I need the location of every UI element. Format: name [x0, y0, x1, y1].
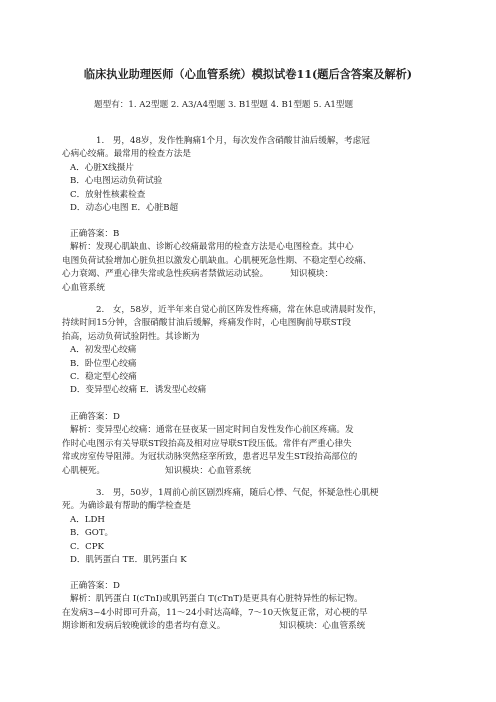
q3-option-c: C．CPK — [70, 541, 104, 552]
q3-stem-line1: 3. 男，50岁，1周前心前区剧烈疼痛，随后心悸、气促，怀疑急性心肌梗 — [96, 488, 379, 498]
q2-explanation-line4 — [62, 465, 434, 478]
q3-option-b: B．GOT。 — [70, 528, 114, 539]
q1-stem-line1: 1. 男，48岁，发作性胸痛1个月，每次发作含硝酸甘油后缓解，考虑冠 — [96, 136, 370, 146]
q3-explanation-line1: 解析：肌钙蛋白 I(cTnI)或肌钙蛋白 T(cTnT)是更具有心脏特异性的标记物。 — [70, 594, 363, 605]
q2-stem-line2: 持续时间15分钟，含服硝酸甘油后缓解，疼痛发作时，心电图胸前导联ST段 — [62, 318, 351, 329]
q2-answer-block — [62, 411, 434, 478]
question-2 — [62, 304, 434, 398]
q2-explanation-line2: 作时心电图示有关导联ST段抬高及相对应导联ST段压低。常伴有严重心律失 — [62, 438, 352, 449]
q2-option-d-e: D．变异型心绞痛 E．诱发型心绞痛 — [70, 385, 207, 396]
q1-option-b: B．心电图运动负荷试验 — [70, 176, 163, 187]
document-title: 临床执业助理医师（心血管系统）模拟试卷11(题后含答案及解析) — [83, 67, 413, 81]
q1-module-label: 知识模块： — [290, 269, 334, 280]
q2-answer: 正确答案：D — [70, 412, 120, 422]
q2-module: 知识模块：心血管系统 — [164, 465, 251, 476]
q1-explanation-line1: 解析：发现心肌缺血、诊断心绞痛最常用的检查方法是心电图检查。其中心 — [70, 242, 354, 253]
q2-option-c: C．稳定型心绞痛 — [70, 372, 137, 383]
q3-explanation-line3-text: 期诊断和发病后较晚就诊的患者均有意义。 — [62, 621, 226, 632]
q2-option-a: A．初发型心绞痛 — [70, 345, 137, 356]
q1-option-d-e: D．动态心电图 E．心脏B超 — [70, 203, 179, 214]
q2-option-b: B．卧位型心绞痛 — [70, 358, 137, 369]
q2-explanation-line1: 解析：变异型心绞痛：通常在昼夜某一固定时间自发性发作心前区疼痛。发 — [70, 425, 354, 436]
question-types: 题型有：1. A2型题 2. A3/A4型题 3. B1型题 4. B1型题 5. A1型题 — [94, 100, 354, 110]
q3-option-a: A．LDH — [70, 514, 105, 525]
q3-explanation-line3 — [62, 620, 434, 633]
q3-option-d-e: D．肌钙蛋白 TE．肌钙蛋白 K — [70, 555, 187, 566]
question-1 — [62, 135, 434, 215]
question-3 — [62, 487, 434, 567]
q3-module: 知识模块：心血管系统 — [279, 621, 366, 632]
q2-explanation-line4-text: 心肌梗死。 — [62, 465, 105, 476]
q3-answer-block — [62, 580, 434, 634]
q3-explanation-line2: 在发病3~4小时即可升高，11～24小时达高峰，7～10天恢复正常，对心梗的早 — [62, 607, 368, 618]
q1-explanation-line3 — [62, 268, 434, 281]
q1-explanation-line2: 电图负荷试验增加心脏负担以激发心肌缺血。心肌梗死急性期、不稳定型心绞痛、 — [62, 255, 372, 266]
q1-stem-line2: 心病心绞痛。最常用的检查方法是 — [62, 149, 191, 160]
q2-stem-line3: 抬高，运动负荷试验阴性。其诊断为 — [62, 331, 200, 342]
q1-option-a: A．心脏X线摄片 — [70, 162, 134, 173]
q1-explanation-line3-text: 心力衰竭、严重心律失常或急性疾病者禁做运动试验。 — [62, 269, 269, 280]
q3-stem-line2: 死。为确诊最有帮助的酶学检查是 — [62, 501, 191, 512]
q1-answer-block — [62, 228, 434, 295]
q1-answer: 正确答案：B — [70, 229, 120, 239]
q1-option-c: C．放射性核素检查 — [70, 189, 146, 200]
q3-answer: 正确答案：D — [70, 581, 120, 591]
q2-explanation-line3: 常或房室传导阻滞。为冠状动脉突然痉挛所致，患者迟早发生ST段抬高部位的 — [62, 452, 358, 463]
q2-stem-line1: 2. 女，58岁，近半年来自觉心前区阵发性疼痛，常在休息或清晨时发作， — [96, 305, 382, 315]
q1-module: 心血管系统 — [62, 282, 105, 293]
